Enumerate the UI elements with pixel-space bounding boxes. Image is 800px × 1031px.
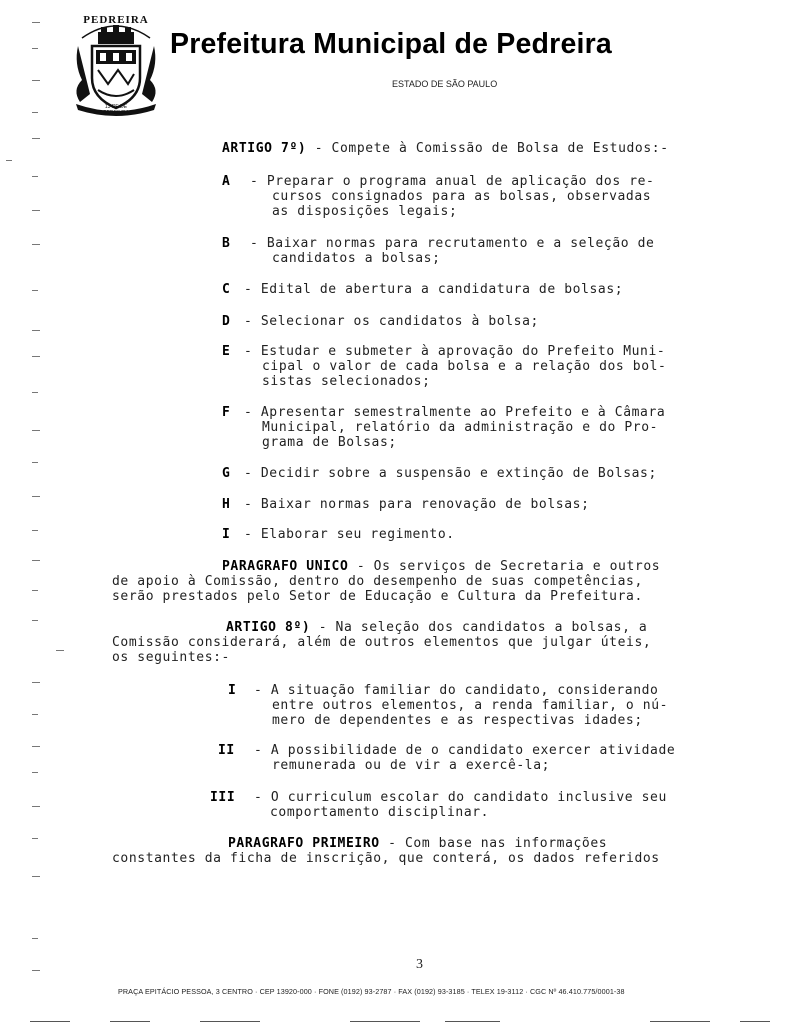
item-line: - Apresentar semestralmente ao Prefeito e à Câmara: [244, 405, 666, 420]
article-8-line: ARTIGO 8º) - Na seleção dos candidatos a bolsas, a: [226, 620, 648, 635]
article-7-title: ARTIGO 7º): [222, 141, 307, 156]
item-line: Municipal, relatório da administração e do Pro-: [262, 420, 659, 435]
item-line: - Edital de abertura a candidatura de bolsas;: [244, 282, 624, 297]
item-line: mero de dependentes e as respectivas idades;: [272, 713, 643, 728]
item-line: cipal o valor de cada bolsa e a relação dos bol-: [262, 359, 667, 374]
item-letter: E: [222, 344, 231, 359]
article-7-heading: [222, 141, 669, 156]
seal-top-text: PEDREIRA: [83, 14, 149, 26]
item-letter: D: [222, 314, 231, 329]
item-letter: G: [222, 466, 231, 481]
page-number: 3: [416, 957, 423, 972]
item-line: cursos consignados para as bolsas, observadas: [272, 189, 652, 204]
item-line: as disposições legais;: [272, 204, 458, 219]
item-line: - Decidir sobre a suspensão e extinção de Bolsas;: [244, 466, 657, 481]
item-line: sistas selecionados;: [262, 374, 431, 389]
item-numeral: III: [210, 790, 236, 805]
paragrafo-primeiro-line: constantes da ficha de inscrição, que conterá, os dados referidos: [112, 851, 660, 866]
item-line: grama de Bolsas;: [262, 435, 397, 450]
paragrafo-unico-title: PARAGRAFO UNICO: [222, 559, 349, 574]
article-8-line: os seguintes:-: [112, 650, 230, 665]
paragrafo-primeiro-line: PARAGRAFO PRIMEIRO - Com base nas informações: [228, 836, 608, 851]
item-line: candidatos a bolsas;: [272, 251, 441, 266]
item-letter: C: [222, 282, 231, 297]
item-line: - Preparar o programa anual de aplicação dos re-: [250, 174, 655, 189]
item-letter: I: [222, 527, 231, 542]
paragrafo-primeiro-title: PARAGRAFO PRIMEIRO: [228, 836, 380, 851]
item-line: - Elaborar seu regimento.: [244, 527, 455, 542]
item-line: - Baixar normas para renovação de bolsas;: [244, 497, 590, 512]
item-line: remunerada ou de vir a exercê-la;: [272, 758, 551, 773]
item-letter: F: [222, 405, 231, 420]
paragrafo-unico-line: PARAGRAFO UNICO - Os serviços de Secretaria e outros: [222, 559, 661, 574]
item-letter: H: [222, 497, 231, 512]
paragrafo-unico-line: serão prestados pelo Setor de Educação e Cultura da Prefeitura.: [112, 589, 643, 604]
item-numeral: II: [218, 743, 235, 758]
article-8-line: Comissão considerará, além de outros elementos que julgar úteis,: [112, 635, 652, 650]
item-line: - A possibilidade de o candidato exercer atividade: [254, 743, 676, 758]
footer-address: PRAÇA EPITÁCIO PESSOA, 3 CENTRO · CEP 13920-000 · FONE (0192) 93-2787 · FAX (0192) 93-3185 · TELEX 19-3112 · CGC Nº 46.410.775/0001-38: [118, 987, 625, 996]
article-7-intro: - Compete à Comissão de Bolsa de Estudos:-: [306, 141, 669, 156]
item-letter: A: [222, 174, 231, 189]
item-line: - Estudar e submeter à aprovação do Prefeito Muni-: [244, 344, 666, 359]
org-name: Prefeitura Municipal de Pedreira: [170, 28, 612, 60]
item-letter: B: [222, 236, 231, 251]
item-line: - Baixar normas para recrutamento e a seleção de: [250, 236, 655, 251]
item-numeral: I: [228, 683, 237, 698]
state-name: ESTADO DE SÃO PAULO: [392, 79, 498, 89]
item-line: - O curriculum escolar do candidato inclusive seu: [254, 790, 667, 805]
item-line: entre outros elementos, a renda familiar, o nú-: [272, 698, 669, 713]
paragrafo-unico-line: de apoio à Comissão, dentro do desempenho de suas competências,: [112, 574, 643, 589]
article-8-title: ARTIGO 8º): [226, 620, 311, 635]
item-line: - A situação familiar do candidato, considerando: [254, 683, 659, 698]
seal-bottom-text: 13 DE DE PEDREIRA: [103, 104, 129, 116]
item-line: - Selecionar os candidatos à bolsa;: [244, 314, 539, 329]
item-line: comportamento disciplinar.: [270, 805, 490, 820]
